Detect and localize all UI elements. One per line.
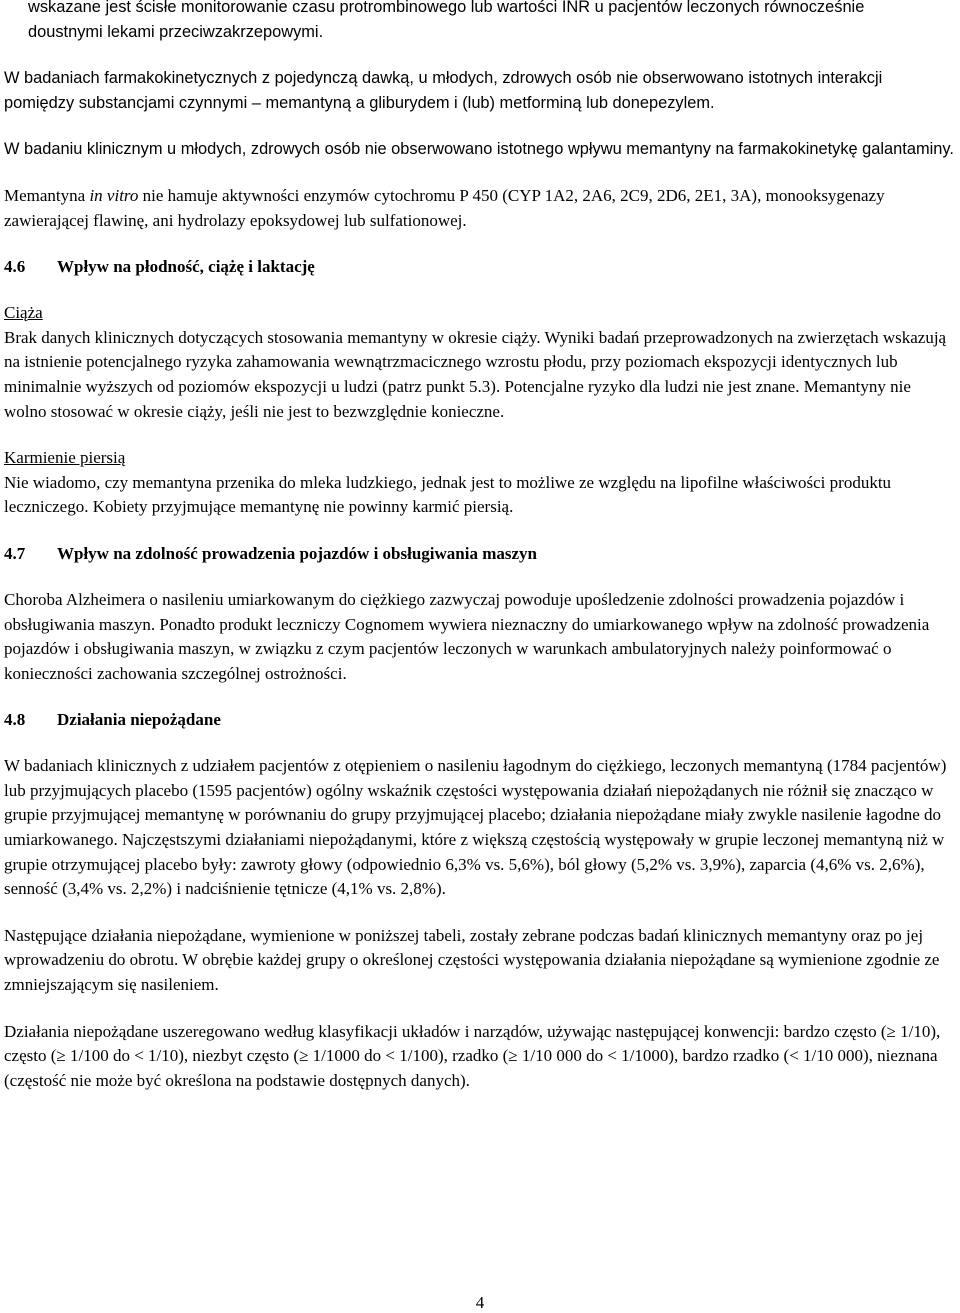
subheading-breastfeeding: Karmienie piersią: [4, 448, 126, 468]
section-number: 4.8: [4, 710, 26, 730]
section-number: 4.6: [4, 257, 26, 277]
cyp-text-end: nie hamuje aktywności enzymów cytochromu P 450 (CYP 1A2, 2A6, 2C9, 2D6, 2E1, 3A), monooksygenazy zawierającej flawinę, ani hydrolazy epoksydowej lub sulfationowej.: [4, 185, 885, 230]
paragraph-pk-interactions: W badaniach farmakokinetycznych z pojedynczą dawką, u młodych, zdrowych osób nie obserwowano istotnych interakcji pomiędzy substancjami czynnymi – memantyną a gliburydem i (lub) metforminą lub donepezylem.: [4, 69, 883, 112]
section-heading-4-8: [4, 708, 956, 732]
section-title: Wpływ na zdolność prowadzenia pojazdów i obsługiwania maszyn: [57, 543, 538, 563]
page-number: 4: [475, 1293, 485, 1312]
paragraph-adverse-table-intro: Następujące działania niepożądane, wymienione w poniższej tabeli, zostały zebrane podczas badań klinicznych memantyny oraz po jej wprowadzeniu do obrotu. W obrębie każdej grupy o określonej częstości występowania działania niepożądane są wymienione zgodnie ze zmniejszającym się nasileniem.: [4, 925, 940, 995]
paragraph-cyp450: [4, 184, 956, 233]
section-title: Wpływ na płodność, ciążę i laktację: [57, 257, 315, 277]
paragraph-driving: Choroba Alzheimera o nasileniu umiarkowanym do ciężkiego zazwyczaj powoduje upośledzenie zdolności prowadzenia pojazdów i obsługiwania maszyn. Ponadto produkt leczniczy Cognomem wywiera nieznaczny do umiarkowanego wpływ na zdolność prowadzenia pojazdów i obsługiwania maszyn, w związku z czym pacjentów leczonych w warunkach ambulatoryjnych należy poinformować o konieczności zachowania szczególnej ostrożności.: [4, 589, 930, 683]
paragraph-pregnancy: Brak danych klinicznych dotyczących stosowania memantyny w okresie ciąży. Wyniki badań przeprowadzonych na zwierzętach wskazują na istnienie potencjalnego ryzyka zahamowania wewnątrzmacicznego wzrostu płodu, przy poziomach ekspozycji identycznych lub minimalnie wyższych od poziomów ekspozycji u ludzi (patrz punkt 5.3). Potencjalne ryzyko dla ludzi nie jest znane. Memantyny nie wolno stosować w okresie ciąży, jeśli nie jest to bezwzględnie konieczne.: [4, 327, 947, 421]
cyp-text-italic: in vitro: [89, 185, 139, 205]
section-number: 4.7: [4, 543, 26, 563]
paragraph-breastfeeding: Nie wiadomo, czy memantyna przenika do mleka ludzkiego, jednak jest to możliwe ze względu na lipofilne właściwości produktu leczniczego. Kobiety przyjmujące memantynę nie powinny karmić piersią.: [4, 472, 892, 517]
cyp-text-start: Memantyna: [4, 185, 90, 205]
paragraph-frequency-convention: Działania niepożądane uszeregowano według klasyfikacji układów i narządów, używając następującej konwencji: bardzo często (≥ 1/10), często (≥ 1/100 do < 1/10), niezbyt często (≥ 1/1000 do < 1/100), rzadko (≥ 1/10 000 do < 1/1000), bardzo rzadko (< 1/10 000), nieznana (częstość nie może być określona na podstawie dostępnych danych).: [4, 1021, 941, 1090]
subheading-pregnancy: Ciąża: [4, 303, 43, 323]
section-heading-4-6: [4, 255, 956, 279]
paragraph-inr-monitoring: wskazane jest ścisłe monitorowanie czasu protrombinowego lub wartości INR u pacjentów leczonych równocześnie doustnymi lekami przeciwzakrzepowymi.: [28, 0, 865, 41]
section-heading-4-7: [4, 542, 956, 566]
paragraph-adverse-summary: W badaniach klinicznych z udziałem pacjentów z otępieniem o nasileniu łagodnym do ciężkiego, leczonych memantyną (1784 pacjentów) lub przyjmujących placebo (1595 pacjentów) ogólny wskaźnik częstości występowania działań niepożądanych nie różnił się znacząco w grupie przyjmującej memantynę w porównaniu do grupy przyjmującej placebo; działania niepożądane miały zwykle nasilenie łagodne do umiarkowanego. Najczęstszymi działaniami niepożądanymi, które z większą częstością występowały w grupie leczonej memantyną niż w grupie otrzymującej placebo były: zawroty głowy (odpowiednio 6,3% vs. 5,6%), ból głowy (5,2% vs. 3,9%), zaparcia (4,6% vs. 2,6%), senność (3,4% vs. 2,2%) i nadciśnienie tętnicze (4,1% vs. 2,8%).: [4, 756, 947, 899]
section-title: Działania niepożądane: [57, 710, 221, 730]
paragraph-galantamine: W badaniu klinicznym u młodych, zdrowych osób nie obserwowano istotnego wpływu memantyny na farmakokinetykę galantaminy.: [4, 140, 954, 159]
document-page: [4, 0, 956, 1093]
